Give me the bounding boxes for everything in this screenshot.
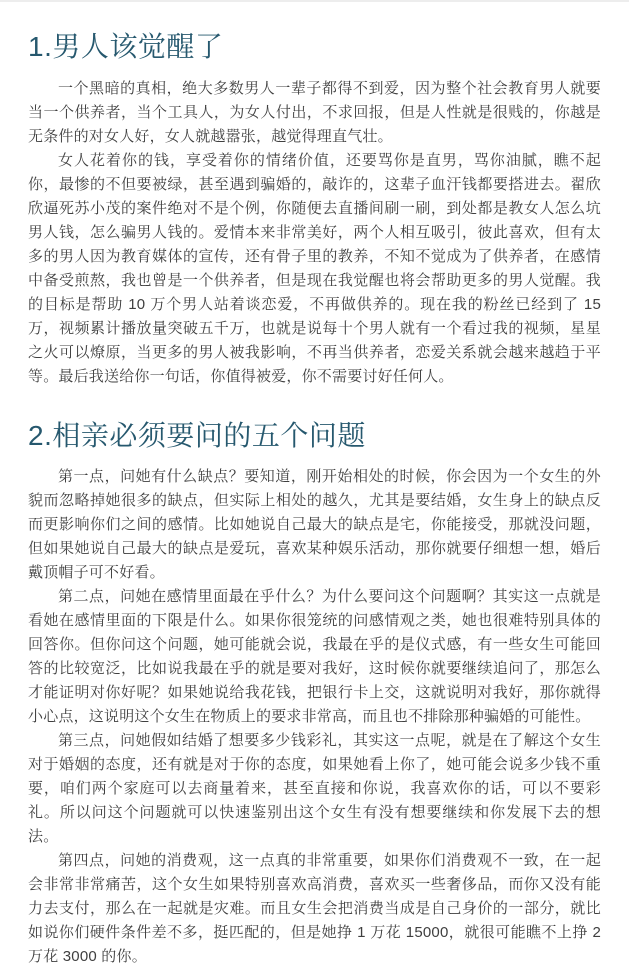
paragraph: 第一点，问她有什么缺点？要知道，刚开始相处的时候，你会因为一个女生的外貌而忽略掉她很多的缺点，但实际上相处的越久，尤其是要结婚，女生身上的缺点反而更影响你们之间的感情。比如她说自己最大的缺点是宅，你能接受，那就没问题，但如果她说自己最大的缺点是爱玩，喜欢某种娱乐活动，那你就要仔细想一想，婚后戴顶帽子可不好看。: [28, 468, 601, 582]
section-heading-2: 2.相亲必须要问的五个问题: [28, 419, 366, 451]
article-page: [0, 2, 629, 969]
paragraph: 一个黑暗的真相，绝大多数男人一辈子都得不到爱，因为整个社会教育男人就要当一个供养者，当个工具人，为女人付出，不求回报，但是人性就是很贱的，你越是无条件的对女人好，女人就越嚣张，越觉得理直气壮。: [28, 79, 601, 145]
paragraph: 第三点，问她假如结婚了想要多少钱彩礼，其实这一点呢，就是在了解这个女生对于婚姻的态度，还有就是对于你的态度，如果她看上你了，她可能会说多少钱不重要，咱们两个家庭可以去商量着来，甚至直接和你说，我喜欢你的话，可以不要彩礼。所以问这个问题就可以快速鉴别出这个女生有没有想要继续和你发展下去的想法。: [28, 732, 601, 846]
section-men-awaken: [28, 30, 601, 389]
paragraph: 第二点，问她在感情里面最在乎什么？为什么要问这个问题啊？其实这一点就是看她在感情里面的下限是什么。如果你很笼统的问感情观之类，她也很难特别具体的回答你。但你问这个问题，她可能就会说，我最在乎的是仪式感，有一些女生可能回答的比较宽泛，比如说我最在乎的就是要对我好，这时候你就要继续追问了，那怎么才能证明对你好呢？如果她说给我花钱，把银行卡上交，这就说明对我好，那你就得小心点，这说明这个女生在物质上的要求非常高，而且也不排除那种骗婚的可能性。: [28, 588, 601, 726]
section-heading-1: 1.男人该觉醒了: [28, 31, 224, 62]
section-blind-date-questions: [28, 419, 601, 969]
paragraph: 女人花着你的钱，享受着你的情绪价值，还要骂你是直男，骂你油腻，瞧不起你，最惨的不但要被绿，甚至遇到骗婚的，敲诈的，这辈子血汗钱都要搭进去。翟欣欣逼死苏小茂的案件绝对不是个例，你随便去直播间刷一刷，到处都是教女人怎么坑男人钱，怎么骗男人钱的。爱情本来非常美好，两个人相互吸引，彼此喜欢，但有太多的男人因为教育媒体的宣传，还有骨子里的教养，不知不觉成为了供养者，在感情中备受煎熬，我也曾是一个供养者，但是现在我觉醒也将会帮助更多的男人觉醒。我的目标是帮助 10 万个男人站着谈恋爱，不再做供养的。现在我的粉丝已经到了 15 万，视频累计播放量突破五千万，也就是说每十个男人就有一个看过我的视频，星星之火可以燎原，当更多的男人被我影响，不再当供养者，恋爱关系就会越来越趋于平等。最后我送给你一句话，你值得被爱，你不需要讨好任何人。: [28, 151, 601, 385]
paragraph: 第四点，问她的消费观，这一点真的非常重要，如果你们消费观不一致，在一起会非常非常痛苦，这个女生如果特别喜欢高消费，喜欢买一些奢侈品，而你又没有能力去支付，那么在一起就是灾难。而且女生会把消费当成是自己身价的一部分，就比如说你们硬件条件差不多，挺匹配的，但是她挣 1 万花 15000，就很可能瞧不上挣 2 万花 3000 的你。: [28, 852, 601, 966]
